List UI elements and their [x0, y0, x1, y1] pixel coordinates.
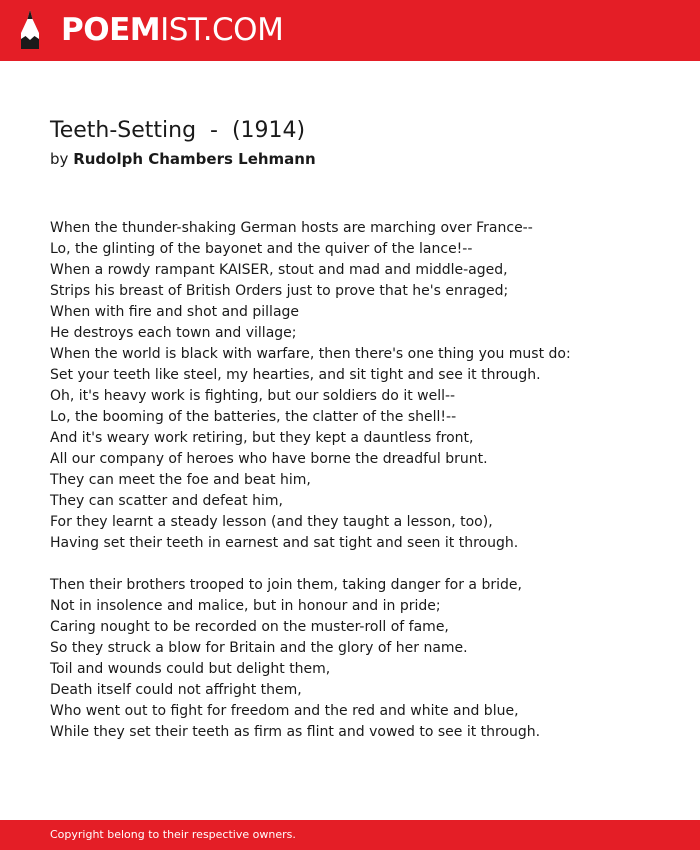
poem-line: Not in insolence and malice, but in honour and in pride;: [50, 598, 441, 614]
poem-line: They can scatter and defeat him,: [50, 493, 283, 509]
poem-body: [50, 218, 670, 764]
poem-line: They can meet the foe and beat him,: [50, 472, 311, 488]
site-header: [0, 0, 700, 61]
poem-line: For they learnt a steady lesson (and they taught a lesson, too),: [50, 514, 493, 530]
poem-line: All our company of heroes who have borne the dreadful brunt.: [50, 451, 488, 467]
poem-stanza: [50, 218, 670, 554]
poem-line: When the thunder-shaking German hosts are marching over France--: [50, 220, 533, 236]
site-logo[interactable]: [61, 12, 283, 48]
poem-line: While they set their teeth as firm as flint and vowed to see it through.: [50, 724, 541, 740]
poem-line: So they struck a blow for Britain and the glory of her name.: [50, 640, 468, 656]
by-label: by: [50, 150, 69, 168]
poem-line: Lo, the booming of the batteries, the clatter of the shell!--: [50, 409, 457, 425]
author-name: Rudolph Chambers Lehmann: [73, 150, 316, 168]
pen-nib-icon[interactable]: [18, 9, 42, 51]
poem-line: Toil and wounds could but delight them,: [50, 661, 331, 677]
poem-line: Strips his breast of British Orders just to prove that he's enraged;: [50, 283, 509, 299]
poem-line: Death itself could not affright them,: [50, 682, 302, 698]
poem-line: Who went out to fight for freedom and the red and white and blue,: [50, 703, 519, 719]
poem-line: And it's weary work retiring, but they kept a dauntless front,: [50, 430, 474, 446]
poem-line: When the world is black with warfare, then there's one thing you must do:: [50, 346, 571, 362]
poem-line: When with fire and shot and pillage: [50, 304, 300, 320]
poem-line: Oh, it's heavy work is fighting, but our soldiers do it well--: [50, 388, 456, 404]
site-footer: [0, 820, 700, 850]
logo-text-light: IST.COM: [160, 12, 284, 48]
poem-line: Lo, the glinting of the bayonet and the quiver of the lance!--: [50, 241, 473, 257]
poem-title: Teeth-Setting - (1914): [50, 118, 306, 143]
poem-line: Having set their teeth in earnest and sat tight and seen it through.: [50, 535, 519, 551]
poem-stanza: [50, 575, 670, 743]
logo-text-bold: POEM: [61, 12, 161, 48]
poem-line: When a rowdy rampant KAISER, stout and mad and middle-aged,: [50, 262, 508, 278]
poem-line: Then their brothers trooped to join them, taking danger for a bride,: [50, 577, 522, 593]
poem-line: Set your teeth like steel, my hearties, and sit tight and see it through.: [50, 367, 541, 383]
poem-byline: [50, 148, 316, 170]
poem-line: Caring nought to be recorded on the muster-roll of fame,: [50, 619, 449, 635]
poem-line: He destroys each town and village;: [50, 325, 297, 341]
copyright-text: Copyright belong to their respective owners.: [50, 828, 296, 841]
